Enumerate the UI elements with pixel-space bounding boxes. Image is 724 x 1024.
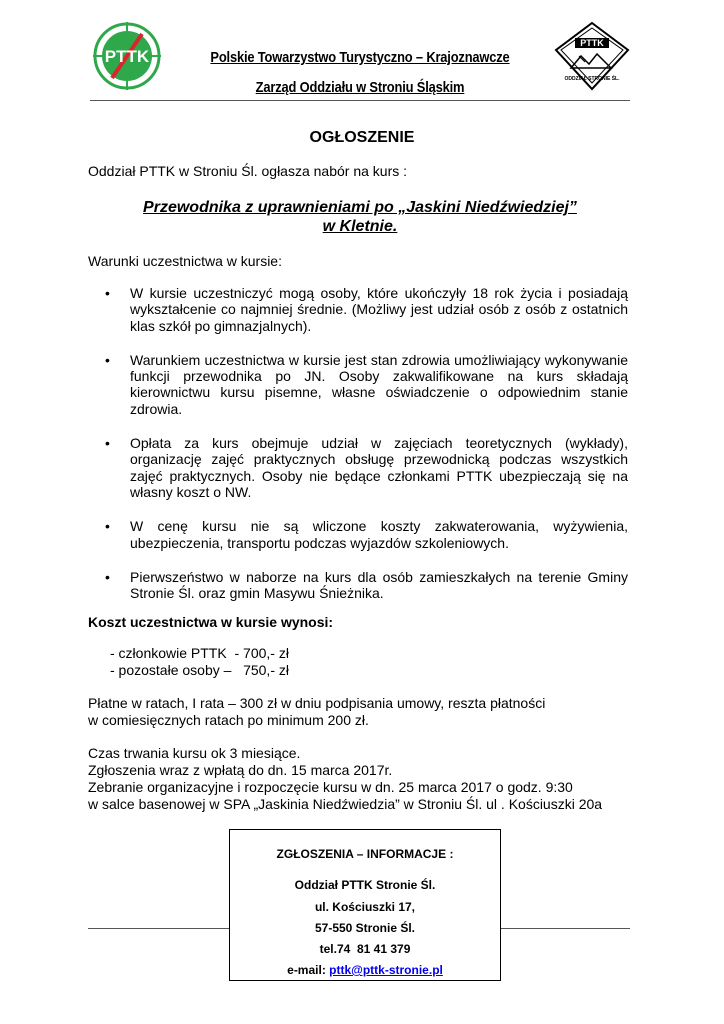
organization-name: Polskie Towarzystwo Turystyczno – Krajoznawcze <box>210 49 510 66</box>
email-label: e-mail: <box>287 963 330 977</box>
contact-street: ul. Kościuszki 17, <box>314 900 416 914</box>
svg-text:PTTK: PTTK <box>580 38 604 48</box>
bullet-icon: • <box>105 435 110 452</box>
bullet-icon: • <box>105 351 110 368</box>
course-line-1: Przewodnika z uprawnieniami po „Jaskini Niedźwiedziej” <box>143 199 577 216</box>
list-item <box>105 569 628 602</box>
contact-email-row <box>230 963 500 977</box>
bullet-icon: • <box>105 568 110 585</box>
list-item <box>105 518 628 551</box>
payment-paragraph <box>88 695 545 729</box>
contact-org: Oddział PTTK Stronie Śl. <box>294 878 436 892</box>
contact-phone: tel.74 81 41 379 <box>319 942 411 956</box>
conditions-list <box>105 285 628 619</box>
payment-line: w comiesięcznych ratach po minimum 200 zł. <box>88 712 369 728</box>
intro-text: Oddział PTTK w Stroniu Śl. ogłasza nabór na kurs : <box>88 163 408 179</box>
pttk-branch-logo-right <box>553 20 631 92</box>
conditions-heading: Warunki uczestnictwa w kursie: <box>88 253 282 269</box>
contact-city: 57-550 Stronie Śl. <box>314 921 416 935</box>
schedule-line: Zgłoszenia wraz z wpłatą do dn. 15 marca 2017r. <box>88 762 393 778</box>
email-link[interactable]: pttk@pttk-stronie.pl <box>329 963 443 977</box>
document-title: OGŁOSZENIE <box>309 129 415 146</box>
course-name <box>100 198 620 236</box>
list-item-text: Pierwszeństwo w naborze na kurs dla osób zamieszkałych na terenie Gminy Stronie Śl. oraz gmin Masywu Śnieżnika. <box>130 568 628 602</box>
schedule-line: Czas trwania kursu ok 3 miesiące. <box>88 745 301 761</box>
svg-text:PTTK: PTTK <box>104 47 150 66</box>
cost-heading: Koszt uczestnictwa w kursie wynosi: <box>88 614 334 630</box>
list-item <box>105 435 628 500</box>
list-item-text: W kursie uczestniczyć mogą osoby, które ukończyły 18 rok życia i posiadają wykształcenie co najmniej średnie. (Możliwy jest udział osób z osób z ostatnich klas szkół po gimnazjalnych). <box>130 285 628 334</box>
contact-heading: ZGŁOSZENIA – INFORMACJE : <box>276 847 454 861</box>
contact-box <box>229 829 501 981</box>
bullet-icon: • <box>105 518 110 535</box>
list-item-text: Opłata za kurs obejmuje udział w zajęciach teoretycznych (wykłady), organizację zajęć praktycznych obsługę przewodnicką podczas wszystkich zajęć praktycznych. Osoby nie będące członkami PTTK ubezpieczają się na własny koszt o NW. <box>130 435 628 500</box>
schedule-line: Zebranie organizacyjne i rozpoczęcie kursu w dn. 25 marca 2017 o godz. 9:30 <box>88 779 573 795</box>
list-item-text: W cenę kursu nie są wliczone koszty zakwaterowania, wyżywienia, ubezpieczenia, transportu podczas wyjazdów szkoleniowych. <box>130 518 628 551</box>
list-item-text: Warunkiem uczestnictwa w kursie jest stan zdrowia umożliwiający wykonywanie funkcji przewodnika po JN. Osoby zakwalifikowane na kurs składają kierownictwu kursu pisemne, własne oświadczenie o odpowiednim stanie zdrowia. <box>130 351 628 417</box>
svg-text:ODDZIAŁ STRONIE ŚL.: ODDZIAŁ STRONIE ŚL. <box>564 76 620 82</box>
bullet-icon: • <box>105 285 110 301</box>
schedule-line: w salce basenowej w SPA „Jaskinia Niedźwiedzia” w Stroniu Śl. ul . Kościuszki 20a <box>88 796 603 812</box>
cost-others: - pozostałe osoby – 750,- zł <box>110 662 289 678</box>
list-item <box>105 352 628 417</box>
cost-members: - członkowie PTTK - 700,- zł <box>110 645 289 661</box>
payment-line: Płatne w ratach, I rata – 300 zł w dniu podpisania umowy, reszta płatności <box>88 695 546 711</box>
list-item <box>105 285 628 334</box>
header-divider <box>90 100 630 101</box>
branch-name: Zarząd Oddziału w Stroniu Śląskim <box>255 79 465 96</box>
pttk-logo-left <box>92 20 162 92</box>
course-line-2: w Kletnie. <box>322 218 398 235</box>
schedule-paragraph <box>88 745 602 813</box>
cost-list <box>110 645 289 679</box>
